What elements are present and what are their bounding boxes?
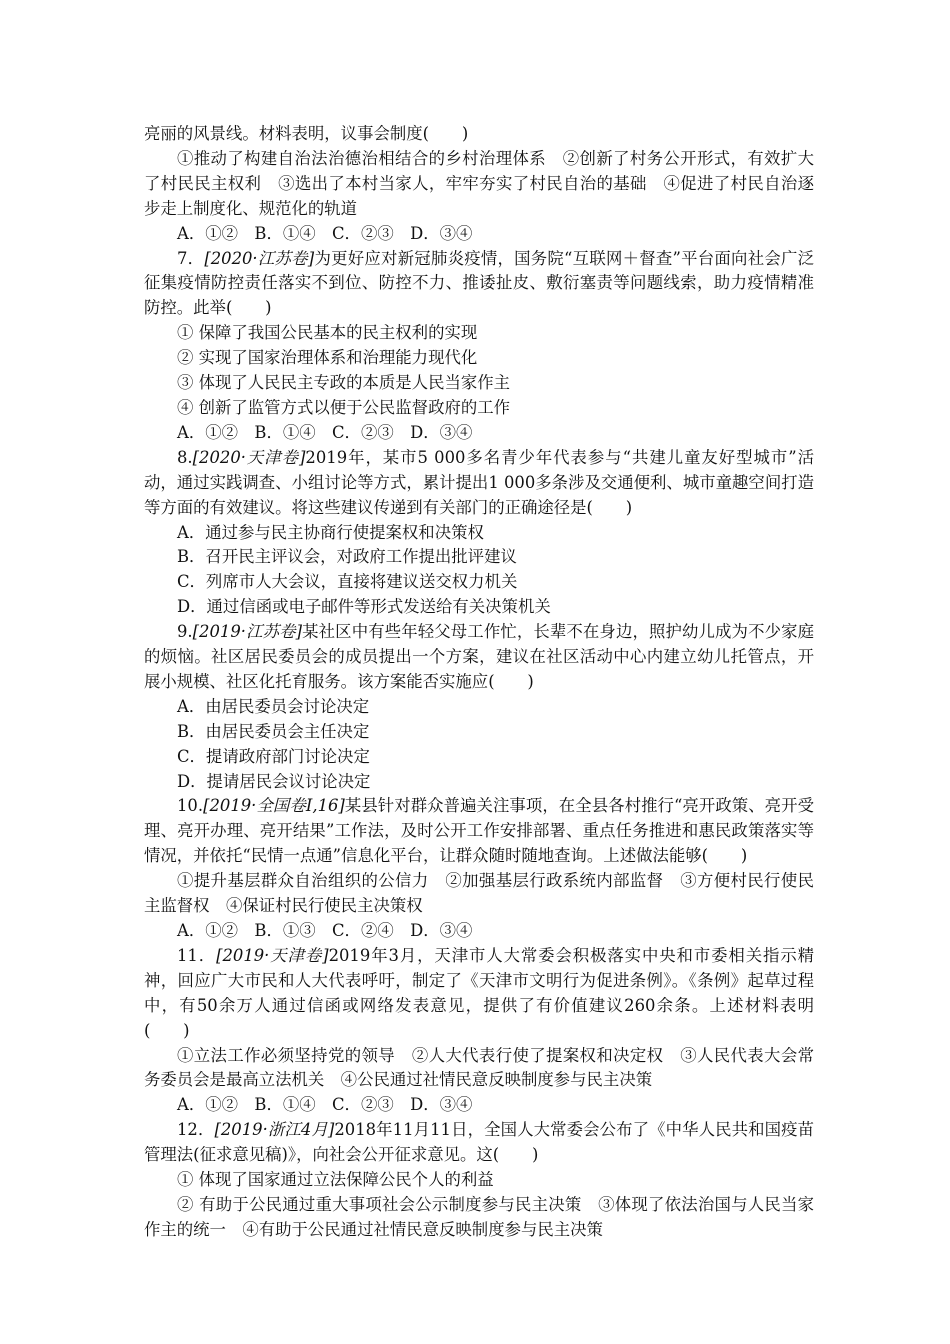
q7-answer-choices: A．①② B．①④ C．②③ D．③④ bbox=[177, 422, 473, 442]
q7-number: 7． bbox=[177, 248, 205, 268]
q10-statements: ①提升基层群众自治组织的公信力 ②加强基层行政系统内部监督 ③方便村民行使民主监督权 ④保证村民行使民主决策权 bbox=[144, 871, 814, 916]
q9-text: 某社区中有些年轻父母工作忙，长辈不在身边，照护幼儿成为不少家庭的烦恼。社区居民委员会的成员提出一个方案，建议在社区活动中心内建立幼儿托管点，开展小规模、社区化托育服务。该方案能否实施应( ) bbox=[144, 622, 814, 691]
q11-source: [2019·天津卷] bbox=[216, 945, 329, 965]
q7-item-1: ① 保障了我国公民基本的民主权利的实现 bbox=[177, 323, 478, 343]
q6-stem-tail: 亮丽的风景线。材料表明，议事会制度( ) bbox=[144, 124, 469, 143]
q10-stem bbox=[144, 794, 814, 869]
q9-stem bbox=[144, 620, 814, 695]
q12-source: [2019·浙江4月] bbox=[214, 1120, 335, 1140]
q11-number: 11． bbox=[177, 945, 217, 965]
q9-source: [2019·江苏卷] bbox=[192, 622, 303, 642]
q11-statements: ①立法工作必须坚持党的领导 ②人大代表行使了提案权和决定权 ③人民代表大会常务委员会是最高立法机关 ④公民通过社情民意反映制度参与民主决策 bbox=[144, 1045, 814, 1090]
q8-option-c: C．列席市人大会议，直接将建议送交权力机关 bbox=[177, 572, 518, 592]
q9-number: 9. bbox=[177, 622, 193, 642]
q7-item-4: ④ 创新了监管方式以便于公民监督政府的工作 bbox=[177, 397, 511, 417]
q7-item-2: ② 实现了国家治理体系和治理能力现代化 bbox=[177, 348, 478, 368]
q8-option-d: D．通过信函或电子邮件等形式发送给有关决策机关 bbox=[177, 597, 551, 617]
q10-number: 10. bbox=[177, 796, 204, 816]
q10-text: 某县针对群众普遍关注事项，在全县各村推行“亮开政策、亮开受理、亮开办理、亮开结果”工作法，及时公开工作安排部署、重点任务推进和惠民政策落实等情况，并依托“民情一点通”信息化平台，让群众随时随地查询。上述做法能够( ) bbox=[144, 796, 814, 866]
q11-stem bbox=[144, 944, 814, 1044]
q8-number: 8. bbox=[177, 447, 193, 467]
q9-option-b: B．由居民委员会主任决定 bbox=[177, 721, 370, 741]
q6-statements: ①推动了构建自治法治德治相结合的乡村治理体系 ②创新了村务公开形式，有效扩大了村民民主权利 ③选出了本村当家人，牢牢夯实了村民自治的基础 ④促进了村民自治逐步走上制度化、规范化的轨道 bbox=[144, 148, 814, 218]
q8-text: 2019年，某市5 000多名青少年代表参与“共建儿童友好型城市”活动，通过实践调查、小组讨论等方式，累计提出1 000多条涉及交通便利、城市童趣空间打造等方面的有效建议。将这些建议传递到有关部门的正确途径是( ) bbox=[144, 447, 814, 517]
q7-source: [2020·江苏卷] bbox=[204, 248, 315, 268]
q6-answer-choices: A．①② B．①④ C．②③ D．③④ bbox=[177, 223, 473, 243]
q9-option-d: D．提请居民会议讨论决定 bbox=[177, 771, 371, 791]
q12-number: 12． bbox=[177, 1120, 215, 1140]
q12-text: 2018年11月11日，全国人大常委会公布了《中华人民共和国疫苗管理法(征求意见稿)》，向社会公开征求意见。这( ) bbox=[144, 1120, 814, 1165]
q7-item-3: ③ 体现了人民民主专政的本质是人民当家作主 bbox=[177, 373, 511, 393]
q12-items-2-4: ② 有助于公民通过重大事项社会公示制度参与民主决策 ③体现了依法治国与人民当家作主的统一 ④有助于公民通过社情民意反映制度参与民主决策 bbox=[144, 1194, 814, 1239]
q9-option-a: A．由居民委员会讨论决定 bbox=[177, 696, 370, 716]
document-page bbox=[144, 122, 814, 1243]
q7-stem bbox=[144, 247, 814, 322]
q8-option-a: A．通过参与民主协商行使提案权和决策权 bbox=[177, 522, 484, 542]
q12-stem bbox=[144, 1118, 814, 1168]
q7-text: 为更好应对新冠肺炎疫情，国务院“互联网＋督查”平台面向社会广泛征集疫情防控责任落实不到位、防控不力、推诿扯皮、敷衍塞责等问题线索，助力疫情精准防控。此举( ) bbox=[144, 248, 815, 318]
q9-option-c: C．提请政府部门讨论决定 bbox=[177, 746, 370, 766]
q8-source: [2020·天津卷] bbox=[192, 447, 306, 467]
q12-item-1: ① 体现了国家通过立法保障公民个人的利益 bbox=[177, 1170, 494, 1190]
q10-source: [2019·全国卷Ⅰ,16] bbox=[203, 796, 345, 816]
q11-text: 2019年3月，天津市人大常委会积极落实中央和市委相关指示精神，回应广大市民和人大代表呼吁，制定了《天津市文明行为促进条例》。《条例》起草过程中，有50余万人通过信函或网络发表意见，提供了有价值建议260余条。上述材料表明( ) bbox=[144, 945, 815, 1040]
q10-answer-choices: A．①② B．①③ C．②④ D．③④ bbox=[177, 921, 473, 940]
q8-stem bbox=[144, 446, 814, 521]
q8-option-b: B．召开民主评议会，对政府工作提出批评建议 bbox=[177, 547, 517, 567]
q11-answer-choices: A．①② B．①④ C．②③ D．③④ bbox=[177, 1095, 473, 1115]
